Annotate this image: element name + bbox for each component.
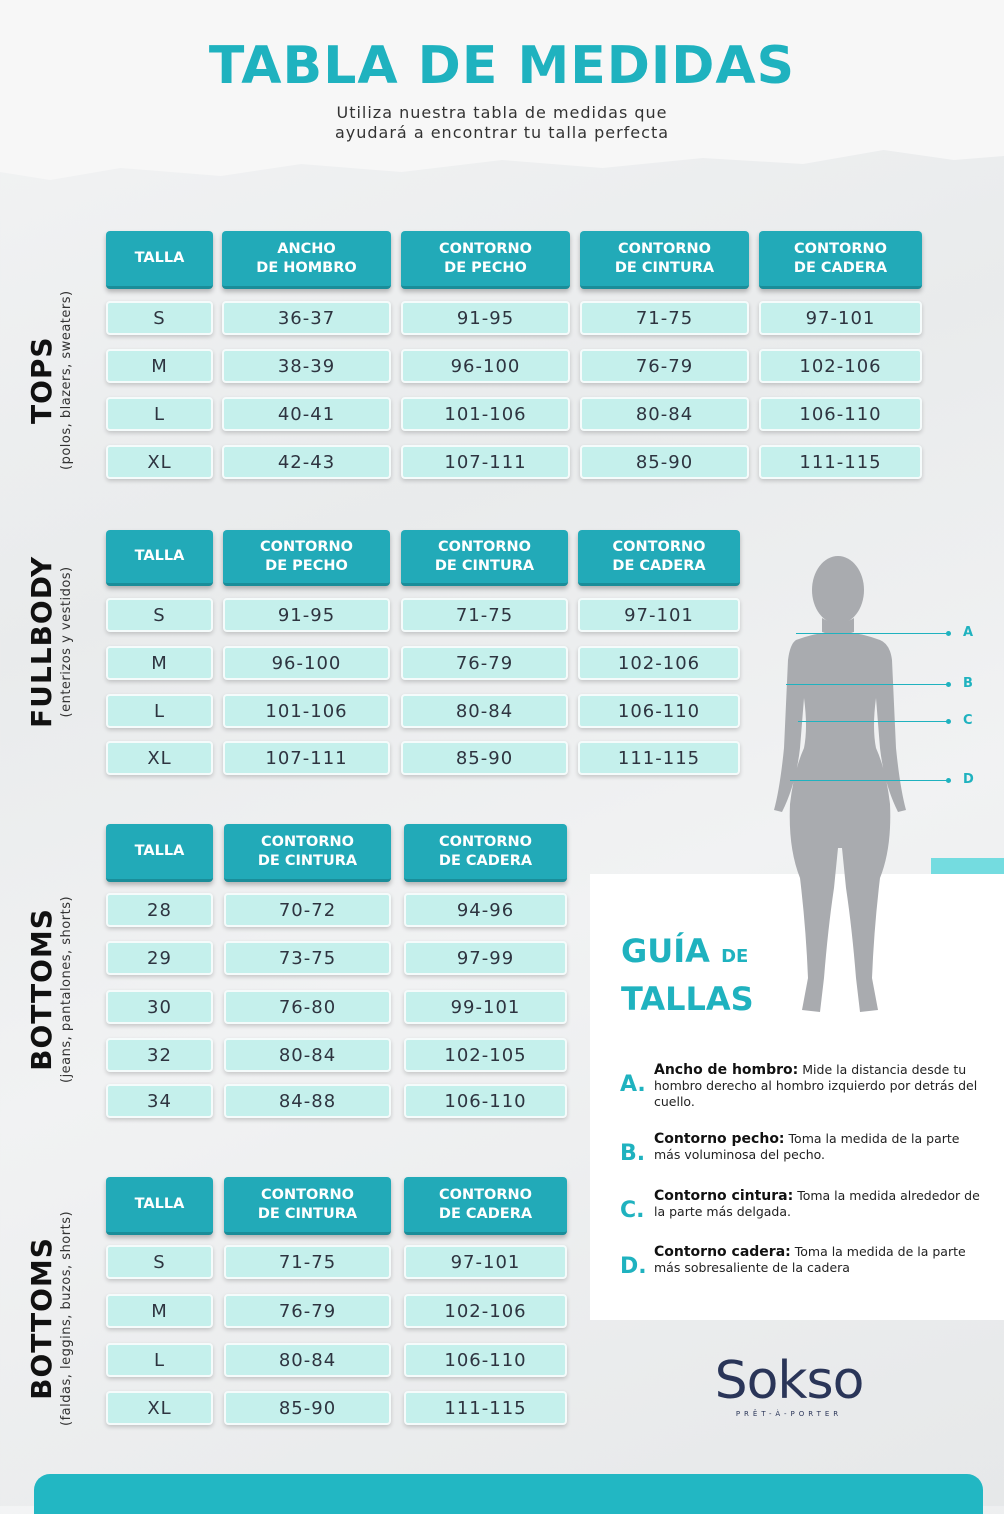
bottoms2-table-cell: 85-90 bbox=[224, 1391, 391, 1425]
fullbody-table-cell: 96-100 bbox=[223, 646, 390, 680]
tops-table-cell: 102-106 bbox=[759, 349, 922, 383]
fullbody-header-cell: CONTORNO DE CINTURA bbox=[401, 530, 568, 586]
guide-item bbox=[620, 1188, 980, 1223]
bottoms2-header-cell: TALLA bbox=[106, 1177, 213, 1235]
marker-letter: A bbox=[963, 625, 974, 640]
tops-table-cell: 76-79 bbox=[580, 349, 749, 383]
bottoms1-table-cell: 84-88 bbox=[224, 1084, 391, 1118]
bottoms2-table-cell: XL bbox=[106, 1391, 213, 1425]
guide-item bbox=[620, 1062, 980, 1110]
bottoms2-table-cell: 102-106 bbox=[404, 1294, 567, 1328]
bottoms2-table-cell: S bbox=[106, 1245, 213, 1279]
section-subtitle: (enterizos y vestidos) bbox=[59, 566, 74, 718]
guide-item-text bbox=[654, 1188, 980, 1220]
tops-table-cell: 42-43 bbox=[222, 445, 391, 479]
bottoms1-table-cell: 73-75 bbox=[224, 941, 391, 975]
tops-table-cell: 96-100 bbox=[401, 349, 570, 383]
section-title: BOTTOMS bbox=[25, 1237, 58, 1400]
bottoms1-table-cell: 32 bbox=[106, 1038, 213, 1072]
section-subtitle: (faldas, leggins, buzos, shorts) bbox=[59, 1210, 74, 1426]
guide-item-description: Toma la medida de la parte más sobresaliente de la cadera bbox=[654, 1244, 966, 1275]
tops-table-cell: 38-39 bbox=[222, 349, 391, 383]
fullbody-table-cell: 97-101 bbox=[578, 598, 740, 632]
bottoms1-table-cell: 29 bbox=[106, 941, 213, 975]
section-title: BOTTOMS bbox=[25, 908, 58, 1071]
page-title: TABLA DE MEDIDAS bbox=[208, 36, 796, 96]
fullbody-table-cell: S bbox=[106, 598, 213, 632]
brand-tagline: PRÊT-À-PORTER bbox=[735, 1410, 843, 1418]
bottoms1-table-cell: 76-80 bbox=[224, 990, 391, 1024]
guide-item-letter: A. bbox=[620, 1072, 646, 1097]
tops-header-cell: CONTORNO DE PECHO bbox=[401, 231, 570, 289]
bottoms1-table-cell: 70-72 bbox=[224, 893, 391, 927]
tops-table-cell: 91-95 bbox=[401, 301, 570, 335]
section-label-fullbody bbox=[26, 556, 75, 728]
fullbody-table-cell: 91-95 bbox=[223, 598, 390, 632]
page-subtitle bbox=[0, 103, 1004, 143]
marker-dot bbox=[946, 778, 951, 783]
fullbody-table-cell: 71-75 bbox=[401, 598, 568, 632]
tops-table-cell: 71-75 bbox=[580, 301, 749, 335]
guide-item-letter: D. bbox=[620, 1254, 647, 1279]
bottoms1-table-cell: 94-96 bbox=[404, 893, 567, 927]
guide-item-letter: B. bbox=[620, 1141, 646, 1166]
tops-table-cell: 40-41 bbox=[222, 397, 391, 431]
bottoms1-table-cell: 30 bbox=[106, 990, 213, 1024]
bottoms2-table-cell: 106-110 bbox=[404, 1343, 567, 1377]
marker-dot bbox=[946, 719, 951, 724]
marker-letter: C bbox=[963, 713, 973, 728]
brand-name: Sokso bbox=[714, 1351, 864, 1411]
fullbody-table-cell: 80-84 bbox=[401, 694, 568, 728]
section-subtitle: (polos, blazers, sweaters) bbox=[59, 290, 74, 470]
marker-letter: D bbox=[963, 772, 974, 787]
section-title: FULLBODY bbox=[25, 555, 58, 728]
fullbody-table-cell: M bbox=[106, 646, 213, 680]
tops-table-cell: 107-111 bbox=[401, 445, 570, 479]
tops-header-cell: ANCHO DE HOMBRO bbox=[222, 231, 391, 289]
brand-logo bbox=[696, 1352, 882, 1418]
bottoms2-table-cell: 71-75 bbox=[224, 1245, 391, 1279]
bottoms1-table-cell: 34 bbox=[106, 1084, 213, 1118]
fullbody-header-cell: CONTORNO DE CADERA bbox=[578, 530, 740, 586]
footer-bar bbox=[34, 1474, 983, 1514]
marker-dot bbox=[946, 682, 951, 687]
bottoms1-header-cell: CONTORNO DE CADERA bbox=[404, 824, 567, 882]
fullbody-table-cell: 107-111 bbox=[223, 741, 390, 775]
fullbody-table-cell: 111-115 bbox=[578, 741, 740, 775]
bottoms1-header-cell: TALLA bbox=[106, 824, 213, 882]
tops-table-cell: L bbox=[106, 397, 213, 431]
bottoms2-table-cell: 97-101 bbox=[404, 1245, 567, 1279]
bottoms2-table-cell: 80-84 bbox=[224, 1343, 391, 1377]
tops-table-cell: 111-115 bbox=[759, 445, 922, 479]
guide-item-term: Contorno cintura: bbox=[654, 1188, 794, 1204]
bottoms1-table-cell: 102-105 bbox=[404, 1038, 567, 1072]
fullbody-table-cell: 101-106 bbox=[223, 694, 390, 728]
tops-table-cell: XL bbox=[106, 445, 213, 479]
guide-item bbox=[620, 1131, 980, 1166]
bottoms1-table-cell: 97-99 bbox=[404, 941, 567, 975]
tops-header-cell: TALLA bbox=[106, 231, 213, 289]
tops-header-cell: CONTORNO DE CINTURA bbox=[580, 231, 749, 289]
body-silhouette-icon bbox=[760, 548, 920, 1020]
bottoms1-table-cell: 80-84 bbox=[224, 1038, 391, 1072]
section-label-bottoms-faldas bbox=[26, 1211, 75, 1426]
guide-item-description: Mide la distancia desde tu hombro derecho al hombro izquierdo por detrás del cuello. bbox=[654, 1062, 978, 1109]
fullbody-table-cell: 102-106 bbox=[578, 646, 740, 680]
fullbody-header-cell: TALLA bbox=[106, 530, 213, 586]
tops-table-cell: 101-106 bbox=[401, 397, 570, 431]
guide-title bbox=[621, 930, 754, 1020]
guide-item bbox=[620, 1244, 980, 1279]
bottoms2-table-cell: 111-115 bbox=[404, 1391, 567, 1425]
tops-table-cell: 80-84 bbox=[580, 397, 749, 431]
guide-title-de: DE bbox=[721, 946, 749, 967]
marker-line bbox=[786, 684, 948, 685]
bottoms2-table-cell: M bbox=[106, 1294, 213, 1328]
bottoms1-table-cell: 28 bbox=[106, 893, 213, 927]
bottoms2-table-cell: 76-79 bbox=[224, 1294, 391, 1328]
subtitle-line-2: ayudará a encontrar tu talla perfecta bbox=[334, 123, 670, 142]
marker-line bbox=[796, 633, 948, 634]
tops-header-cell: CONTORNO DE CADERA bbox=[759, 231, 922, 289]
marker-dot bbox=[946, 631, 951, 636]
section-label-bottoms-jeans bbox=[26, 896, 75, 1083]
guide-item-description: Toma la medida de la parte más voluminosa del pecho. bbox=[654, 1131, 960, 1162]
section-label-tops bbox=[26, 290, 75, 470]
guide-title-word1: GUÍA bbox=[621, 932, 710, 970]
guide-item-description: Toma la medida alrededor de la parte más delgada. bbox=[654, 1188, 980, 1219]
subtitle-line-1: Utiliza nuestra tabla de medidas que bbox=[336, 103, 668, 122]
fullbody-header-cell: CONTORNO DE PECHO bbox=[223, 530, 390, 586]
guide-item-letter: C. bbox=[620, 1198, 645, 1223]
tops-table-cell: 106-110 bbox=[759, 397, 922, 431]
tops-table-cell: 36-37 bbox=[222, 301, 391, 335]
bottoms2-header-cell: CONTORNO DE CINTURA bbox=[224, 1177, 391, 1235]
section-subtitle: (jeans, pantalones, shorts) bbox=[59, 895, 74, 1083]
tops-table-cell: M bbox=[106, 349, 213, 383]
fullbody-table-cell: 76-79 bbox=[401, 646, 568, 680]
guide-item-text bbox=[654, 1244, 980, 1276]
bottoms1-header-cell: CONTORNO DE CINTURA bbox=[224, 824, 391, 882]
fullbody-table-cell: 85-90 bbox=[401, 741, 568, 775]
bottoms2-header-cell: CONTORNO DE CADERA bbox=[404, 1177, 567, 1235]
tops-table-cell: 97-101 bbox=[759, 301, 922, 335]
guide-item-text bbox=[654, 1131, 980, 1163]
bottoms1-table-cell: 99-101 bbox=[404, 990, 567, 1024]
bottoms1-table-cell: 106-110 bbox=[404, 1084, 567, 1118]
marker-letter: B bbox=[963, 676, 973, 691]
fullbody-table-cell: L bbox=[106, 694, 213, 728]
paper-header-bg bbox=[0, 0, 1004, 200]
guide-item-text bbox=[654, 1062, 980, 1110]
tops-table-cell: 85-90 bbox=[580, 445, 749, 479]
bottoms2-table-cell: L bbox=[106, 1343, 213, 1377]
fullbody-table-cell: XL bbox=[106, 741, 213, 775]
marker-line bbox=[798, 721, 948, 722]
marker-line bbox=[790, 780, 948, 781]
section-title: TOPS bbox=[25, 336, 58, 425]
guide-item-term: Contorno pecho: bbox=[654, 1131, 785, 1147]
guide-title-word2: TALLAS bbox=[621, 980, 754, 1018]
guide-item-term: Ancho de hombro: bbox=[654, 1062, 799, 1078]
guide-item-term: Contorno cadera: bbox=[654, 1244, 791, 1260]
tops-table-cell: S bbox=[106, 301, 213, 335]
fullbody-table-cell: 106-110 bbox=[578, 694, 740, 728]
